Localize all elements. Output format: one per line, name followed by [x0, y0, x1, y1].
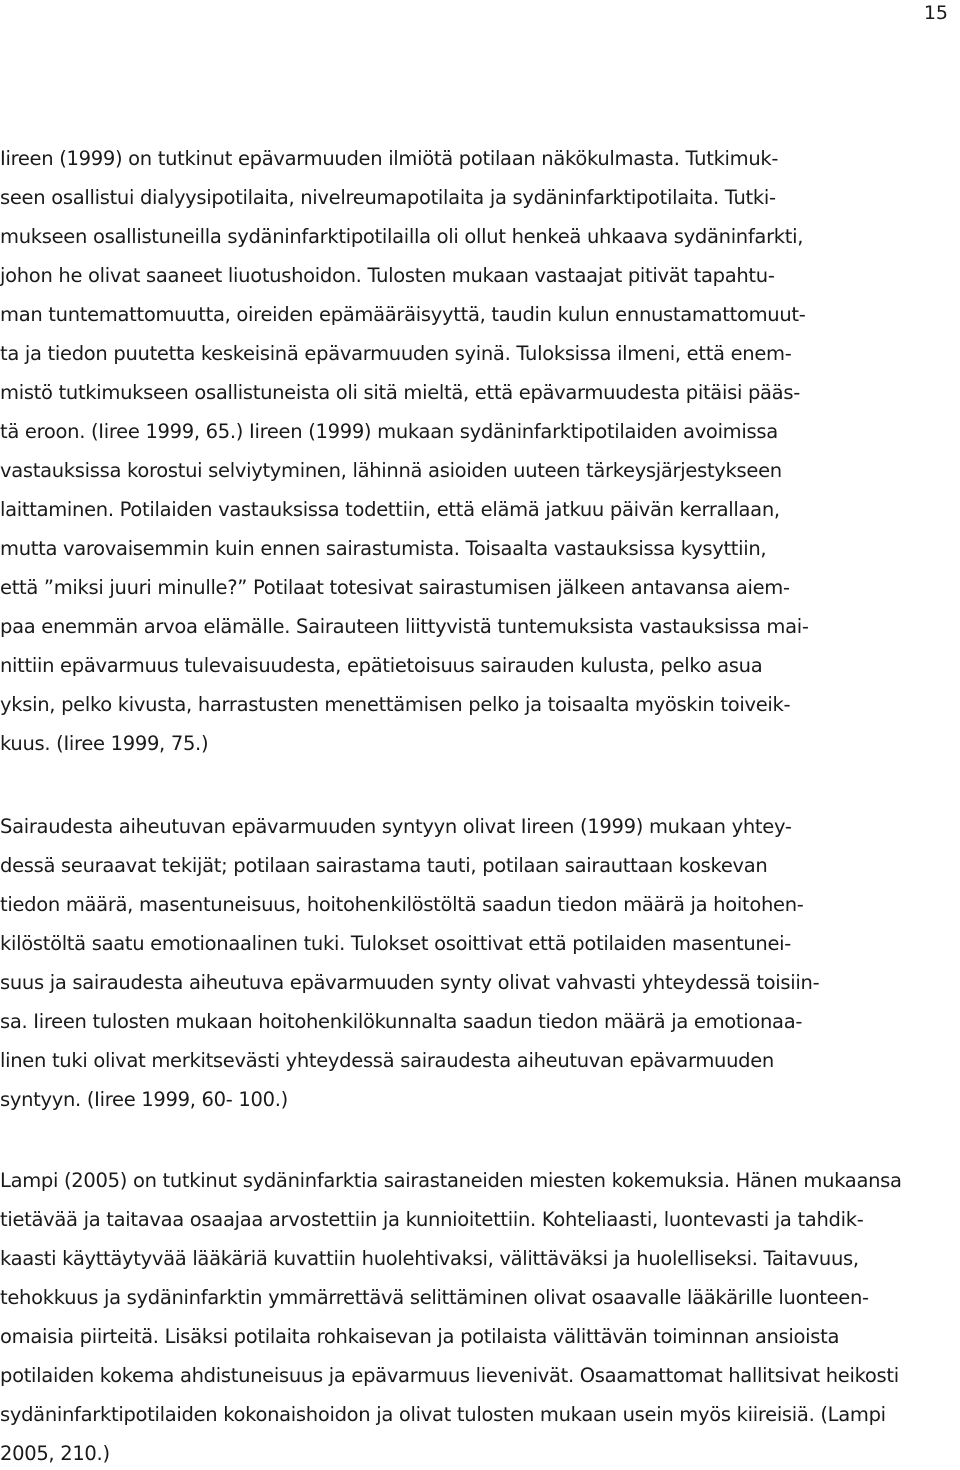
text-line: ta ja tiedon puutetta keskeisinä epävarmuuden syinä. Tuloksissa ilmeni, että enem-: [0, 342, 792, 365]
text-line: johon he olivat saaneet liuotushoidon. Tulosten mukaan vastaajat pitivät tapahtu-: [0, 264, 775, 287]
text-line: että ”miksi juuri minulle?” Potilaat totesivat sairastumisen jälkeen antavansa aiem-: [0, 576, 790, 599]
text-line: suus ja sairaudesta aiheutuva epävarmuuden synty olivat vahvasti yhteydessä toisiin-: [0, 971, 820, 994]
text-line: yksin, pelko kivusta, harrastusten menettämisen pelko ja toisaalta myöskin toiveik-: [0, 693, 791, 716]
text-line: potilaiden kokema ahdistuneisuus ja epävarmuus lievenivät. Osaamattomat hallitsivat heikosti: [0, 1364, 899, 1387]
text-line: Lampi (2005) on tutkinut sydäninfarktia sairastaneiden miesten kokemuksia. Hänen mukaansa: [0, 1169, 902, 1192]
text-line: mutta varovaisemmin kuin ennen sairastumista. Toisaalta vastauksissa kysyttiin,: [0, 537, 767, 560]
text-line: sa. Iireen tulosten mukaan hoitohenkilökunnalta saadun tiedon määrä ja emotionaa-: [0, 1010, 803, 1033]
text-line: kaasti käyttäytyvää lääkäriä kuvattiin huolehtivaksi, välittäväksi ja huolelliseksi. Taitavuus,: [0, 1247, 859, 1270]
text-line: tä eroon. (Iiree 1999, 65.) Iireen (1999) mukaan sydäninfarktipotilaiden avoimissa: [0, 420, 778, 443]
text-line: laittaminen. Potilaiden vastauksissa todettiin, että elämä jatkuu päivän kerrallaan,: [0, 498, 780, 521]
text-line: linen tuki olivat merkitsevästi yhteydessä sairaudesta aiheutuvan epävarmuuden: [0, 1049, 774, 1072]
text-line: Iireen (1999) on tutkinut epävarmuuden ilmiötä potilaan näkökulmasta. Tutkimuk-: [0, 147, 779, 170]
text-line: mukseen osallistuneilla sydäninfarktipotilailla oli ollut henkeä uhkaava sydäninfarkti,: [0, 225, 804, 248]
text-line: tietävää ja taitavaa osaajaa arvostettiin ja kunnioitettiin. Kohteliaasti, luontevasti ja tahdik-: [0, 1208, 864, 1231]
text-line: Sairaudesta aiheutuvan epävarmuuden syntyyn olivat Iireen (1999) mukaan yhtey-: [0, 815, 792, 838]
text-line: omaisia piirteitä. Lisäksi potilaita rohkaisevan ja potilaista välittävän toiminnan ansioista: [0, 1325, 840, 1348]
text-line: dessä seuraavat tekijät; potilaan sairastama tauti, potilaan sairauttaan koskevan: [0, 854, 768, 877]
text-line: 2005, 210.): [0, 1442, 110, 1465]
text-line: seen osallistui dialyysipotilaita, nivelreumapotilaita ja sydäninfarktipotilaita. Tutki-: [0, 186, 776, 209]
text-line: nittiin epävarmuus tulevaisuudesta, epätietoisuus sairauden kulusta, pelko asua: [0, 654, 763, 677]
text-line: syntyyn. (Iiree 1999, 60- 100.): [0, 1088, 288, 1111]
text-line: sydäninfarktipotilaiden kokonaishoidon ja olivat tulosten mukaan usein myös kiireisiä. (Lampi: [0, 1403, 886, 1426]
text-line: kuus. (Iiree 1999, 75.): [0, 732, 209, 755]
text-line: kilöstöltä saatu emotionaalinen tuki. Tulokset osoittivat että potilaiden masentunei-: [0, 932, 792, 955]
page-number: 15: [923, 2, 948, 24]
text-line: tehokkuus ja sydäninfarktin ymmärrettävä selittäminen olivat osaavalle lääkärille luonteen-: [0, 1286, 869, 1309]
text-line: vastauksissa korostui selviytyminen, lähinnä asioiden uuteen tärkeysjärjestykseen: [0, 459, 782, 482]
text-line: man tuntemattomuutta, oireiden epämääräisyyttä, taudin kulun ennustamattomuut-: [0, 303, 806, 326]
text-line: tiedon määrä, masentuneisuus, hoitohenkilöstöltä saadun tiedon määrä ja hoitohen-: [0, 893, 804, 916]
text-line: paa enemmän arvoa elämälle. Sairauteen liittyvistä tuntemuksista vastauksissa mai-: [0, 615, 809, 638]
text-line: mistö tutkimukseen osallistuneista oli sitä mieltä, että epävarmuudesta pitäisi pääs-: [0, 381, 800, 404]
